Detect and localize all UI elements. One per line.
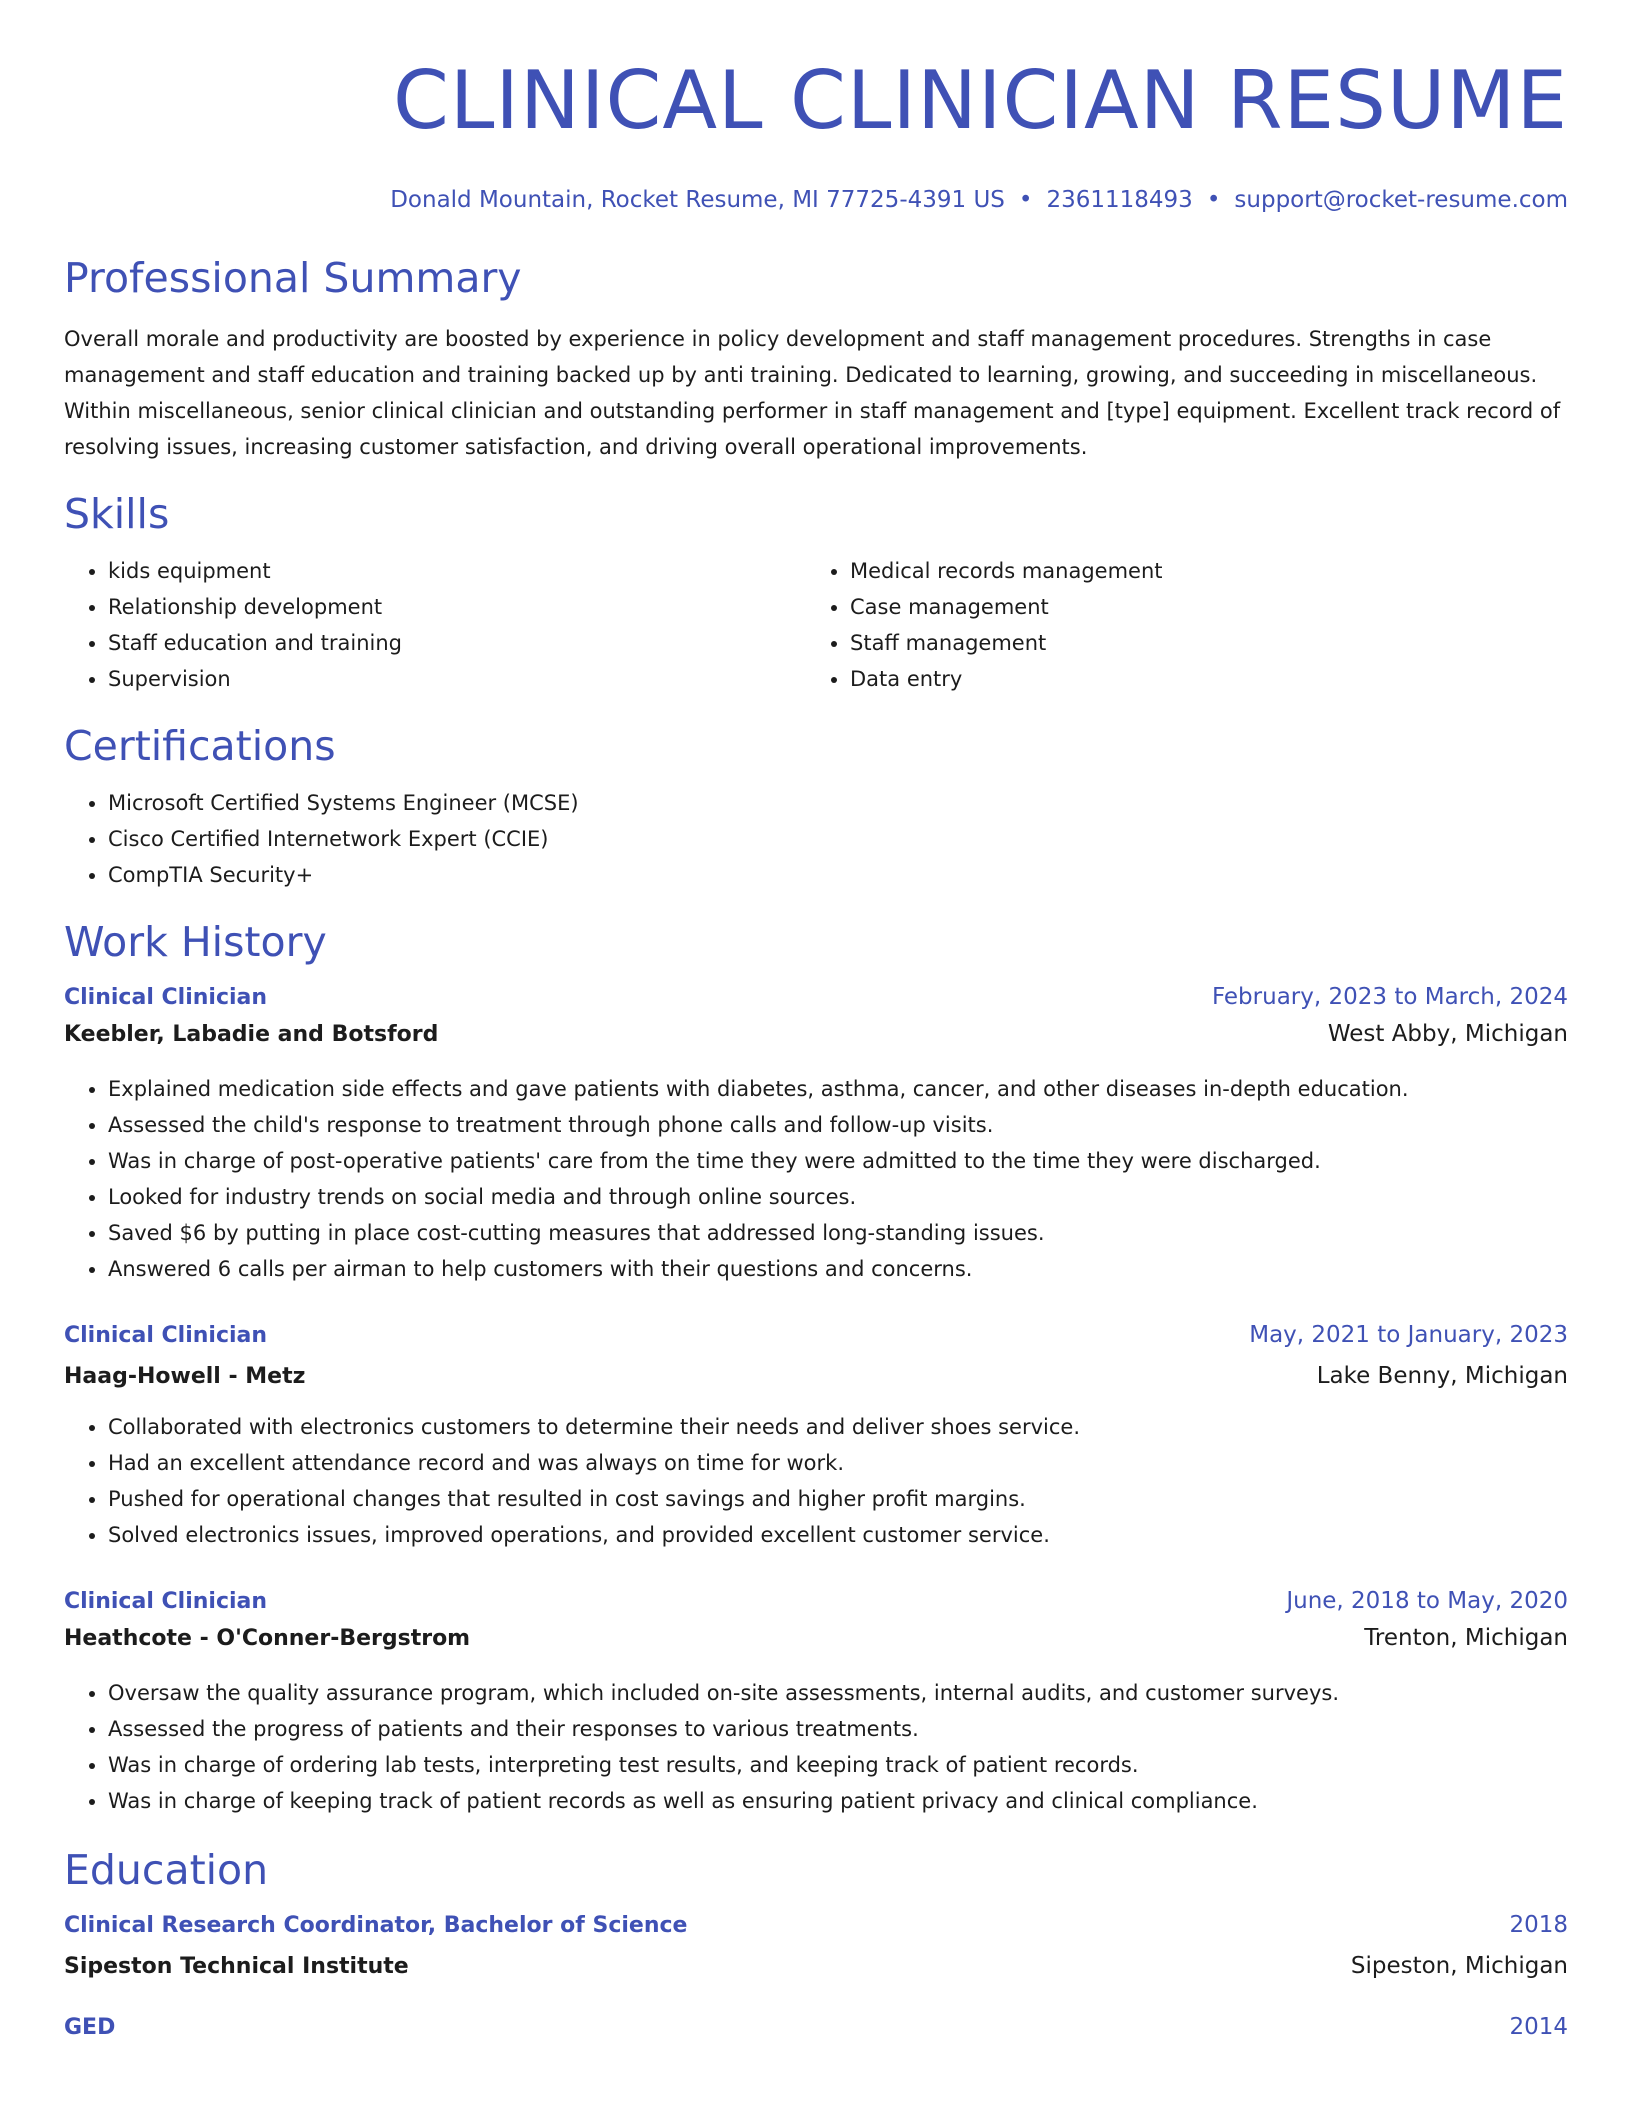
- job-subheader: [64, 1620, 1568, 1657]
- skill-item: • Case management: [850, 589, 1568, 625]
- resume-title: CLINICAL CLINICIAN RESUME: [393, 54, 1568, 147]
- job-dates: May, 2021 to January, 2023: [1249, 1322, 1568, 1348]
- job-location: Trenton, Michigan: [1364, 1625, 1568, 1651]
- skills-heading: Skills: [64, 490, 170, 538]
- job-bullets: [64, 1409, 1568, 1553]
- job-bullet: • Saved $6 by putting in place cost-cutting measures that addressed long-standing issues.: [108, 1215, 1568, 1251]
- education-entry: [64, 2009, 1568, 2046]
- job-bullet: • Was in charge of post-operative patients' care from the time they were admitted to the time they were discharged.: [108, 1143, 1568, 1179]
- job-bullet: • Answered 6 calls per airman to help customers with their questions and concerns.: [108, 1251, 1568, 1287]
- education-year: 2014: [1509, 2014, 1568, 2040]
- contact-line: [64, 185, 1568, 215]
- skills-list: [64, 553, 1568, 697]
- skill-item: • Data entry: [850, 661, 1568, 697]
- certifications-list: [64, 785, 1568, 893]
- job-bullet: • Explained medication side effects and gave patients with diabetes, asthma, cancer, and other diseases in-depth education.: [108, 1071, 1568, 1107]
- job-location: West Abby, Michigan: [1327, 1021, 1568, 1047]
- education-year: 2018: [1509, 1912, 1568, 1938]
- contact-phone: 2361118493: [1046, 187, 1193, 213]
- job-title: Clinical Clinician: [64, 1589, 268, 1614]
- job-subheader: [64, 1016, 1568, 1053]
- education-school: Sipeston Technical Institute: [64, 1954, 409, 1979]
- contact-address: Donald Mountain, Rocket Resume, MI 77725-4391 US: [390, 187, 1005, 213]
- education-header: [64, 2009, 1568, 2046]
- certifications-heading: Certifications: [64, 722, 336, 770]
- job-location: Lake Benny, Michigan: [1316, 1363, 1568, 1389]
- job-dates: June, 2018 to May, 2020: [1286, 1588, 1568, 1614]
- education-header: [64, 1907, 1568, 1944]
- skills-column-left: [64, 553, 806, 697]
- job-entry: [64, 1583, 1568, 1819]
- summary-text: Overall morale and productivity are boosted by experience in policy development and staff management procedures. Strengths in case management and staff education and training backed up by anti training. Dedicated to learning, growing, and succeeding in miscellaneous. Within miscellaneous, senior clinical clinician and outstanding performer in staff management and [type] equipment. Excellent track record of resolving issues, increasing customer satisfaction, and driving overall operational improvements.: [64, 327, 1561, 459]
- job-bullet: • Had an excellent attendance record and was always on time for work.: [108, 1445, 1568, 1481]
- job-title: Clinical Clinician: [64, 985, 268, 1010]
- job-header: [64, 1317, 1568, 1354]
- job-bullet: • Looked for industry trends on social media and through online sources.: [108, 1179, 1568, 1215]
- skill-item: • Supervision: [108, 661, 806, 697]
- skills-column-right: [806, 553, 1568, 697]
- job-header: [64, 1583, 1568, 1620]
- job-title: Clinical Clinician: [64, 1323, 268, 1348]
- job-subheader: [64, 1358, 1568, 1395]
- skill-item: • Relationship development: [108, 589, 806, 625]
- certification-item: • Microsoft Certified Systems Engineer (MCSE): [108, 785, 1568, 821]
- education-entry: [64, 1907, 1568, 1985]
- summary-heading: Professional Summary: [64, 254, 522, 302]
- certification-item: • Cisco Certified Internetwork Expert (CCIE): [108, 821, 1568, 857]
- job-bullet: • Was in charge of ordering lab tests, interpreting test results, and keeping track of patient records.: [108, 1747, 1568, 1783]
- skill-item: • Staff education and training: [108, 625, 806, 661]
- skill-item: • kids equipment: [108, 553, 806, 589]
- job-bullet: • Was in charge of keeping track of patient records as well as ensuring patient privacy and clinical compliance.: [108, 1783, 1568, 1819]
- education-degree: GED: [64, 2015, 116, 2040]
- education-subheader: [64, 1948, 1568, 1985]
- skill-item: • Staff management: [850, 625, 1568, 661]
- job-header: [64, 979, 1568, 1016]
- work-history-heading: Work History: [64, 918, 327, 966]
- job-company: Keebler, Labadie and Botsford: [64, 1022, 439, 1047]
- job-bullet: • Oversaw the quality assurance program, which included on-site assessments, internal audits, and customer surveys.: [108, 1675, 1568, 1711]
- job-dates: February, 2023 to March, 2024: [1211, 984, 1568, 1010]
- education-location: Sipeston, Michigan: [1350, 1953, 1568, 1979]
- job-bullet: • Collaborated with electronics customers to determine their needs and deliver shoes service.: [108, 1409, 1568, 1445]
- job-bullet: • Assessed the child's response to treatment through phone calls and follow-up visits.: [108, 1107, 1568, 1143]
- job-bullet: • Solved electronics issues, improved operations, and provided excellent customer service.: [108, 1517, 1568, 1553]
- job-bullets: [64, 1675, 1568, 1819]
- job-bullet: • Assessed the progress of patients and their responses to various treatments.: [108, 1711, 1568, 1747]
- contact-separator: •: [1018, 187, 1033, 213]
- job-entry: [64, 1317, 1568, 1553]
- job-bullets: [64, 1071, 1568, 1287]
- job-company: Haag-Howell - Metz: [64, 1364, 306, 1389]
- certification-item: • CompTIA Security+: [108, 857, 1568, 893]
- skill-item: • Medical records management: [850, 553, 1568, 589]
- contact-email: support@rocket-resume.com: [1234, 187, 1568, 213]
- education-heading: Education: [64, 1846, 269, 1894]
- contact-separator: •: [1206, 187, 1221, 213]
- job-company: Heathcote - O'Conner-Bergstrom: [64, 1626, 471, 1651]
- job-entry: [64, 979, 1568, 1287]
- job-bullet: • Pushed for operational changes that resulted in cost savings and higher profit margins.: [108, 1481, 1568, 1517]
- education-degree: Clinical Research Coordinator, Bachelor of Science: [64, 1913, 688, 1938]
